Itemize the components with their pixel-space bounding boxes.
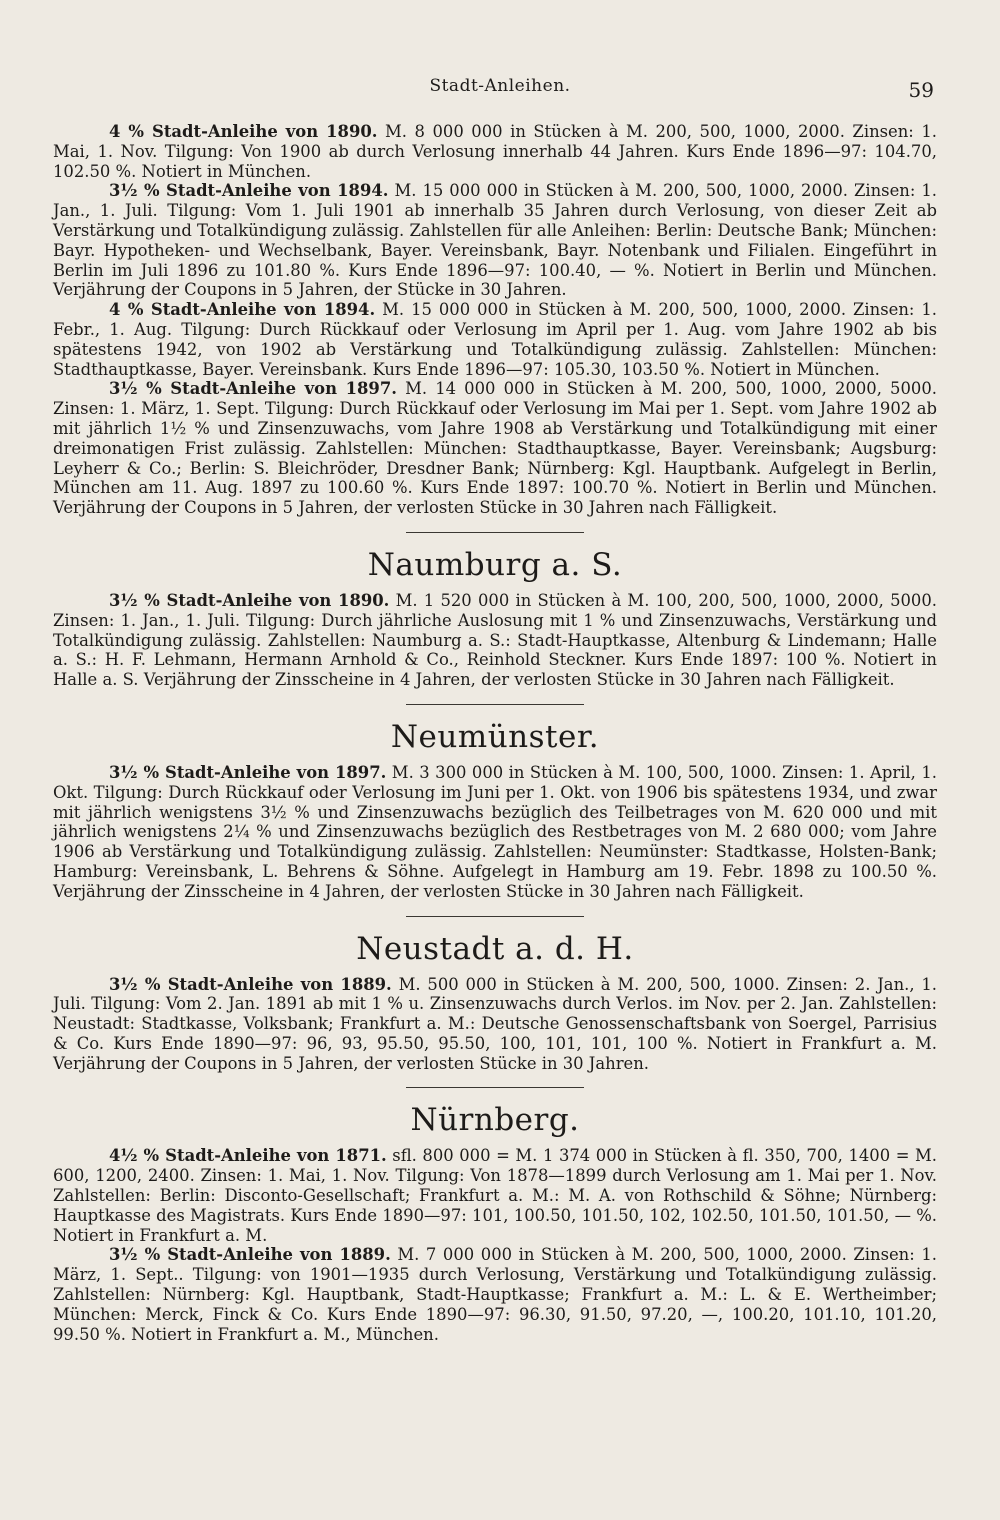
page-number: 59 xyxy=(908,78,934,102)
loan-heading: 4 % Stadt-Anleihe von 1890. xyxy=(109,122,378,141)
section-divider xyxy=(406,704,584,705)
loan-text: sfl. 800 000 = M. 1 374 000 in Stücken à fl. 350, 700, 1400 = M. 600, 1200, 2400. Zinsen: 1. Mai, 1. Nov. Tilgung: Von 1878—1899 durch Verlosung am 1. Mai per 1. Nov. Zahlstellen: Berlin: Disconto-Gesellschaft; Frankfurt a. M.: M. A. von Rothschild & Söhne; Nürnberg: Hauptkasse des Magistrats. Kurs Ende 1890—97: 101, 100.50, 101.50, 102, 102.50, 101.50, 101.50, — %. Notiert in Frankfurt a. M. xyxy=(53,1146,937,1245)
city-heading: Nürnberg. xyxy=(410,1102,580,1139)
running-title: Stadt-Anleihen. xyxy=(429,76,571,96)
loan-heading: 3½ % Stadt-Anleihe von 1889. xyxy=(109,974,392,994)
running-header xyxy=(0,76,1000,100)
city-heading: Naumburg a. S. xyxy=(367,546,623,583)
section-divider xyxy=(406,916,584,917)
loan-heading: 4 % Stadt-Anleihe von 1894. xyxy=(109,300,376,320)
loan-text: M. 15 000 000 in Stücken à M. 200, 500, 1000, 2000. Zinsen: 1. Febr., 1. Aug. Tilgung: Durch Rückkauf oder Verlosung im April per 1. Aug. vom Jahre 1902 ab bis spätestens 1942, von 1902 ab Verstärkung und Totalkündigung zulässig. Zahlstellen: München: Stadthauptkasse, Bayer. Vereinsbank. Kurs Ende 1896—97: 105.30, 103.50 %. Notiert in München. xyxy=(53,300,937,379)
loan-heading: 3½ % Stadt-Anleihe von 1897. xyxy=(109,379,397,399)
loan-heading: 4½ % Stadt-Anleihe von 1871. xyxy=(109,1146,387,1166)
loan-entry xyxy=(53,591,937,690)
city-heading: Neumünster. xyxy=(390,718,600,755)
city-heading: Neustadt a. d. H. xyxy=(356,930,634,967)
loan-entry xyxy=(53,181,937,300)
loan-heading: 3½ % Stadt-Anleihe von 1890. xyxy=(109,590,390,610)
loan-text: M. 7 000 000 in Stücken à M. 200, 500, 1000, 2000. Zinsen: 1. März, 1. Sept.. Tilgung: von 1901—1935 durch Verlosung, Verstärkung und Totalkündigung zulässig. Zahlstellen: Nürnberg: Kgl. Hauptbank, Stadt-Hauptkasse; Frankfurt a. M.: L. & E. Wertheimber; München: Merck, Finck & Co. Kurs Ende 1890—97: 96.30, 91.50, 97.20, —, 100.20, 101.10, 101.20, 99.50 %. Notiert in Frankfurt a. M., München. xyxy=(53,1245,937,1344)
loan-entry xyxy=(53,122,937,181)
loan-text: M. 8 000 000 in Stücken à M. 200, 500, 1000, 2000. Zinsen: 1. Mai, 1. Nov. Tilgung: Von 1900 ab durch Verlosung innerhalb 44 Jahren. Kurs Ende 1896—97: 104.70, 102.50 %. Notiert in München. xyxy=(53,122,937,181)
section-divider xyxy=(406,1087,584,1088)
loan-entry xyxy=(53,763,937,902)
loan-heading: 3½ % Stadt-Anleihe von 1894. xyxy=(109,181,389,201)
loan-text: M. 500 000 in Stücken à M. 200, 500, 1000. Zinsen: 2. Jan., 1. Juli. Tilgung: Vom 2. Jan. 1891 ab mit 1 % u. Zinsenzuwachs durch Verlos. im Nov. per 2. Jan. Zahlstellen: Neustadt: Stadtkasse, Volksbank; Frankfurt a. M.: Deutsche Genossenschaftsbank von Soergel, Parrisius & Co. Kurs Ende 1890—97: 96, 93, 95.50, 95.50, 100, 101, 101, 100 %. Notiert in Frankfurt a. M. Verjährung der Coupons in 5 Jahren, der verlosten Stücke in 30 Jahren. xyxy=(53,974,937,1073)
loan-entry xyxy=(53,1146,937,1245)
loan-text: M. 3 300 000 in Stücken à M. 100, 500, 1000. Zinsen: 1. April, 1. Okt. Tilgung: Durch Rückkauf oder Verlosung im Juni per 1. Okt. von 1906 bis spätestens 1934, und zwar mit jährlich wenigstens 3½ % und Zinsenzuwachs bezüglich des Teilbetrages von M. 620 000 und mit jährlich wenigstens 2¼ % und Zinsenzuwachs bezüglich des Restbetrages von M. 2 680 000; vom Jahre 1906 ab Verstärkung und Totalkündigung zulässig. Zahlstellen: Neumünster: Stadtkasse, Holsten-Bank; Hamburg: Vereinsbank, L. Behrens & Söhne. Aufgelegt in Hamburg am 19. Febr. 1898 zu 100.50 %. Verjährung der Zinsscheine in 4 Jahren, der verlosten Stücke in 30 Jahren nach Fälligkeit. xyxy=(53,762,937,901)
loan-heading: 3½ % Stadt-Anleihe von 1897. xyxy=(109,762,387,782)
loan-text: M. 1 520 000 in Stücken à M. 100, 200, 500, 1000, 2000, 5000. Zinsen: 1. Jan., 1. Juli. Tilgung: Durch jährliche Auslosung mit 1 % und Zinsenzuwachs, Verstärkung und Totalkündigung zulässig. Zahlstellen: Naumburg a. S.: Stadt-Hauptkasse, Altenburg & Lindemann; Halle a. S.: H. F. Lehmann, Hermann Arnhold & Co., Reinhold Steckner. Kurs Ende 1897: 100 %. Notiert in Halle a. S. Verjährung der Zinsscheine in 4 Jahren, der verlosten Stücke in 30 Jahren nach Fälligkeit. xyxy=(53,590,937,690)
loan-entry xyxy=(53,300,937,379)
loan-heading: 3½ % Stadt-Anleihe von 1889. xyxy=(109,1245,391,1265)
loan-entry xyxy=(53,1245,937,1344)
page-content xyxy=(53,122,937,1344)
loan-entry xyxy=(53,379,937,518)
section-divider xyxy=(406,532,584,533)
loan-text: M. 14 000 000 in Stücken à M. 200, 500, 1000, 2000, 5000. Zinsen: 1. März, 1. Sept. Tilgung: Durch Rückkauf oder Verlosung im Mai per 1. Sept. vom Jahre 1902 ab mit jährlich 1½ % und Zinsenzuwachs, vom Jahre 1908 ab Verstärkung und Totalkündigung mit einer dreimonatigen Frist zulässig. Zahlstellen: München: Stadthauptkasse, Bayer. Vereinsbank; Augsburg: Leyherr & Co.; Berlin: S. Bleichröder, Dresdner Bank; Nürnberg: Kgl. Hauptbank. Aufgelegt in Berlin, München am 11. Aug. 1897 zu 100.60 %. Kurs Ende 1897: 100.70 %. Notiert in Berlin und München. Verjährung der Coupons in 5 Jahren, der verlosten Stücke in 30 Jahren nach Fälligkeit. xyxy=(53,379,937,518)
loan-text: M. 15 000 000 in Stücken à M. 200, 500, 1000, 2000. Zinsen: 1. Jan., 1. Juli. Tilgung: Vom 1. Juli 1901 ab innerhalb 35 Jahren durch Verlosung, von dieser Zeit ab Verstärkung und Totalkündigung zulässig. Zahlstellen für alle Anleihen: Berlin: Deutsche Bank; München: Bayr. Hypotheken- und Wechselbank, Bayer. Vereinsbank, Bayr. Notenbank und Filialen. Eingeführt in Berlin im Juli 1896 zu 101.80 %. Kurs Ende 1896—97: 100.40, — %. Notiert in Berlin und München. Verjährung der Coupons in 5 Jahren, der Stücke in 30 Jahren. xyxy=(53,181,937,300)
loan-entry xyxy=(53,975,937,1074)
